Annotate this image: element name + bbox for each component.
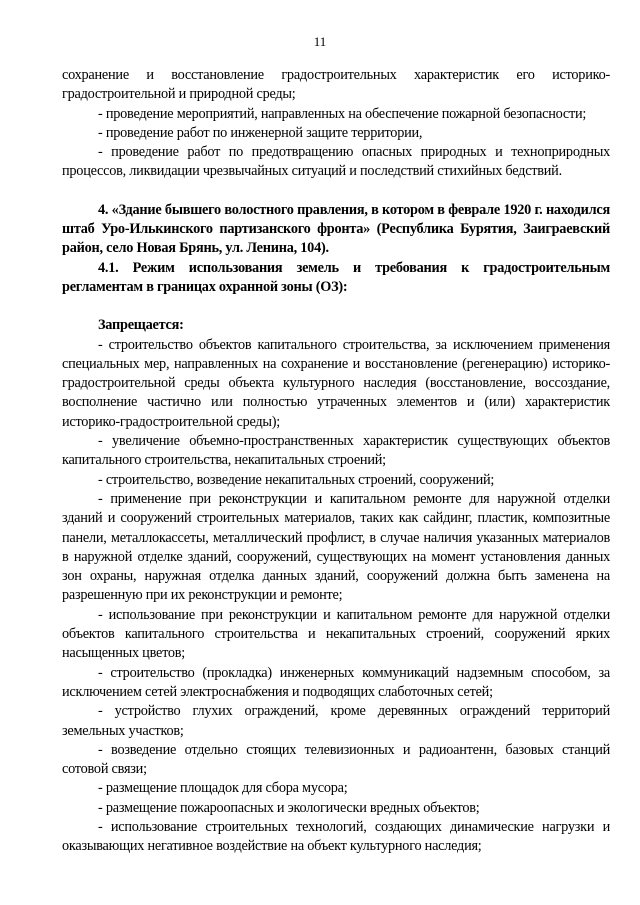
prohibited-item: - возведение отдельно стоящих телевизионных и радиоантенн, базовых станций сотовой связи;: [62, 741, 610, 778]
list-item: - проведение работ по предотвращению опасных природных и технoприродных процессов, ликвидации чрезвычайных ситуаций и последствий стихийных бедствий.: [62, 144, 610, 180]
prohibited-item: - применение при реконструкции и капитальном ремонте для наружной отделки зданий и сооружений строительных материалов, таких как сайдинг, пластик, композитные панели, металлокассеты, металлический профлист, в случае наличия указанных материалов в наружной отделке зданий, сооружений, существующих на момент установления данных зон охраны, наружная отделка данных зданий, сооружений должна быть заменена на разрешенную при их реконструкции и ремонте;: [62, 490, 610, 604]
paragraph-continuation: сохранение и восстановление градостроительных характеристик его историко-градостроительной и природной среды;: [62, 67, 610, 103]
prohibited-item: - увеличение объемно-пространственных характеристик существующих объектов капитального строительства, некапитальных строений;: [62, 433, 610, 469]
spacer: [62, 297, 610, 316]
document-body: [62, 66, 610, 857]
prohibited-label: Запрещается:: [98, 317, 184, 334]
prohibited-item: - строительство, возведение некапитальных строений, сооружений;: [98, 471, 495, 488]
section-subtitle: 4.1. Режим использования земель и требования к градостроительным регламентам в границах охранной зоны (ОЗ):: [62, 259, 610, 295]
prohibited-item: - размещение пожароопасных и экологически вредных объектов;: [98, 799, 480, 816]
prohibited-item: - строительство (прокладка) инженерных коммуникаций надземным способом, за исключением сетей электроснабжения и подводящих слаботочных сетей;: [62, 664, 610, 700]
section-title: 4. «Здание бывшего волостного правления, в котором в феврале 1920 г. находился штаб Уро-Илькинского партизанского фронта» (Республика Бурятия, Заиграевский район, село Новая Брянь, ул. Ленина, 104).: [62, 201, 610, 257]
page-number: 11: [313, 34, 327, 49]
prohibited-item: - устройство глухих ограждений, кроме деревянных ограждений территорий земельных участков;: [62, 703, 610, 739]
spacer: [62, 182, 610, 201]
prohibited-item: - использование при реконструкции и капитальном ремонте для наружной отделки объектов капитального строительства и некапитальных строений, сооружений ярких насыщенных цветов;: [62, 606, 610, 662]
prohibited-item: - использование строительных технологий, создающих динамические нагрузки и оказывающих негативное воздействие на объект культурного наследия;: [62, 818, 610, 855]
prohibited-item: - размещение площадок для сбора мусора;: [98, 780, 348, 797]
prohibited-item: - строительство объектов капитального строительства, за исключением применения специальных мер, направленных на сохранение и восстановление (регенерацию) историко-градостроительной среды объекта культурного наследия (восстановление, воссоздание, восполнение частично или полностью утраченных элементов и (или) характеристик историко-градостроительной среды);: [62, 336, 610, 430]
list-item: - проведение работ по инженерной защите территории,: [98, 124, 423, 141]
list-item: - проведение мероприятий, направленных на обеспечение пожарной безопасности;: [98, 105, 587, 122]
